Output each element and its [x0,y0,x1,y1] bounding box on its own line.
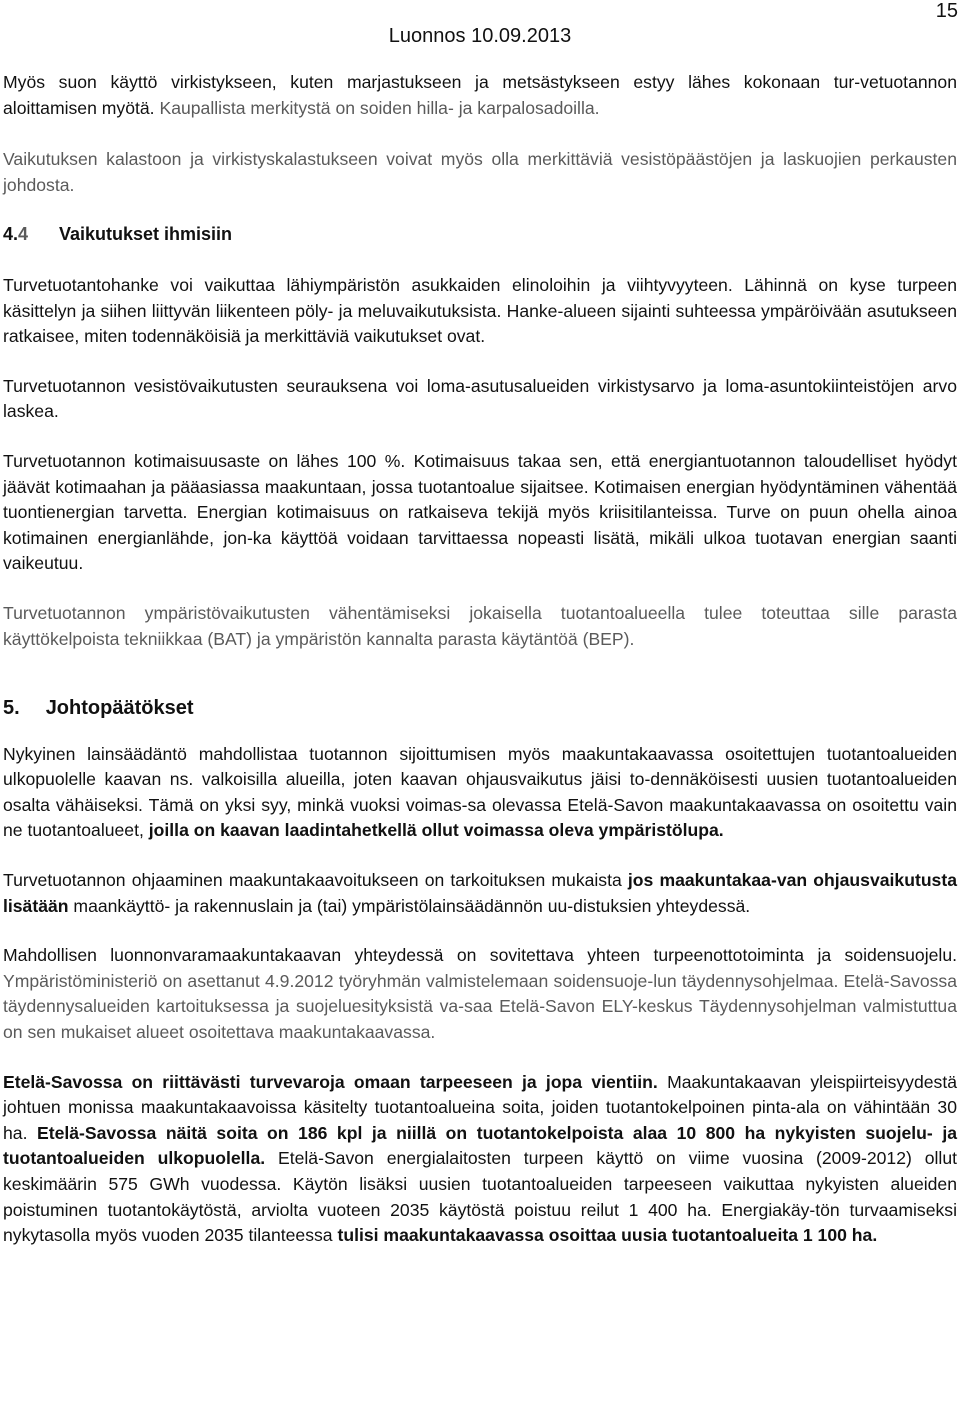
paragraph-luonnonvara [3,943,957,1045]
text-segment: Maakuntakaavan yleispiirteisyydestä johtuen monissa maakuntakaavoissa käsitelty tuotantoalueina soita, joiden tuotantokelpoinen pinta-ala on vähintään 30 ha. [3,1071,957,1143]
paragraph-suo-virkistys [3,70,957,121]
paragraph-elinolot: Turvetuotantohanke voi vaikuttaa lähiympäristön asukkaiden elinoloihin ja viihtyvyyteen. Lähinnä on kyse turpeen käsittelyn ja siihen liittyvän liikenteen pöly- ja meluvaikutuksista. Hanke-alueen sijainti suhteessa ympäröivään asutukseen ratkaisee, miten todennäköisiä ja merkittäviä vaikutukset ovat. [3,274,957,347]
text-segment: Nykyinen lainsäädäntö mahdollistaa tuotannon sijoittumisen myös maakuntakaavassa osoitettujen tuotantoalueiden ulkopuolelle kaavan ns. valkoisilla alueilla, joten kaavan ohjausvaikutus jäisi to-dennäköisesti uusien tuotantoalueiden osalta vähäiseksi. Tämä on yksi syy, minkä vuoksi voimas-sa olevassa Etelä-Savon maakuntakaavassa on osoitettu vain ne tuotantoalueet, [3,743,957,841]
paragraph-virkistysarvo: Turvetuotannon vesistövaikutusten seurauksena voi loma-asutusalueiden virkistysarvo ja loma-asuntokiinteistöjen arvo laskea. [3,375,957,422]
text-segment-bold: jos maakuntakaa-van ohjausvaikutusta lisätään [3,870,957,916]
text-segment-bold: Etelä-Savossa on riittävästi turvevaroja omaan tarpeeseen ja jopa vientiin. [3,1071,658,1092]
text-segment-bold: Etelä-Savossa näitä soita on 186 kpl ja niillä on tuotantokelpoista alaa 10 800 ha nykyisten suojelu- ja tuotantoalueiden ulkopuolella. [3,1122,957,1169]
paragraph-kotimaisuus: Turvetuotannon kotimaisuusaste on lähes 100 %. Kotimaisuus takaa sen, että energiantuotannon taloudelliset hyödyt jäävät kotimaahan ja pääasiassa maakuntaan, jossa tuotantoalue sijaitsee. Kotimaisen energian hyödyntäminen vähentää tuontienergian tarvetta. Energian kotimaisuus on ratkaiseva tekijä myös kriisitilanteissa. Turve on puun ohella ainoa kotimainen energianlähde, jon-ka käyttöä voidaan tarvittaessa nopeasti lisätä, mikäli ulkoa tuotavan energian saanti vaikeutuu. [3,450,957,574]
paragraph-turvevarat [3,1070,957,1249]
text-segment-bold: joilla on kaavan laadintahetkellä ollut voimassa oleva ympäristölupa. [148,820,724,841]
paragraph-lainsaadanto [3,742,957,844]
section-heading-4-4 [3,222,957,248]
text-segment: Myös suon käyttö virkistykseen, kuten marjastukseen ja metsästykseen estyy lähes kokonaan tur-vetuotannon aloittamisen myötä. [3,72,957,118]
text-segment-gray: Kaupallista merkitystä on soiden hilla- ja karpalosadoilla. [154,97,600,118]
section-number: 4.4 [3,224,29,245]
text-segment: maankäyttö- ja rakennuslain ja (tai) ympäristölainsäädännön uu-distuksien yhteydessä. [68,895,751,916]
section-heading-5 [3,696,957,722]
text-segment-bold: tulisi maakuntakaavassa osoittaa uusia tuotantoalueita 1 100 ha. [337,1225,878,1246]
text-segment: Mahdollisen luonnonvaramaakuntakaavan yhteydessä on sovitettava yhteen turpeenottotoiminta ja soidensuojelu. [3,945,957,966]
text-segment: Turvetuotannon ohjaaminen maakuntakaavoitukseen on tarkoituksen mukaista [3,870,628,891]
document-body [3,70,957,1249]
text-segment-gray: Ympäristöministeriö on asettanut 4.9.2012 työryhmän valmistelemaan soidensuoje-lun täydennysohjelmaa. Etelä-Savossa täydennysalueiden kartoituksessa ja suojeluesityksistä va-saa Etelä-Savon ELY-keskus Täydennysohjelman valmistuttua on sen mukaiset alueet osoitettava maakuntakaavassa. [3,970,957,1043]
paragraph-ohjaaminen [3,868,957,919]
page-number: 15 [935,0,958,22]
paragraph-bat-bep: Turvetuotannon ympäristövaikutusten vähentämiseksi jokaisella tuotantoalueella tulee toteuttaa sille parasta käyttökelpoista tekniikkaa (BAT) ja ympäristön kannalta parasta käytäntöä (BEP). [3,602,957,649]
section-title: Johtopäätökset [45,697,194,720]
paragraph-kalasto: Vaikutuksen kalastoon ja virkistyskalastukseen voivat myös olla merkittäviä vesistöpäästöjen ja laskuojien perkausten johdosta. [3,149,957,195]
page-header-date: Luonnos 10.09.2013 [388,25,572,47]
section-title: Vaikutukset ihmisiin [59,224,233,245]
section-number: 5. [3,697,20,720]
text-segment: Etelä-Savon energialaitosten turpeen käyttö on viime vuosina (2009-2012) ollut keskimäärin 575 GWh vuodessa. Käytön lisäksi uusien tuotantoalueiden tarpeeseen vaikuttaa nykyisten alueiden poistuminen tuotantokäytöstä, arviolta vuoteen 2035 käytöstä poistuu reilut 1 400 ha. Energiakäy-tön turvaamiseksi nykytasolla myös vuoden 2035 tilanteessa [3,1148,957,1246]
